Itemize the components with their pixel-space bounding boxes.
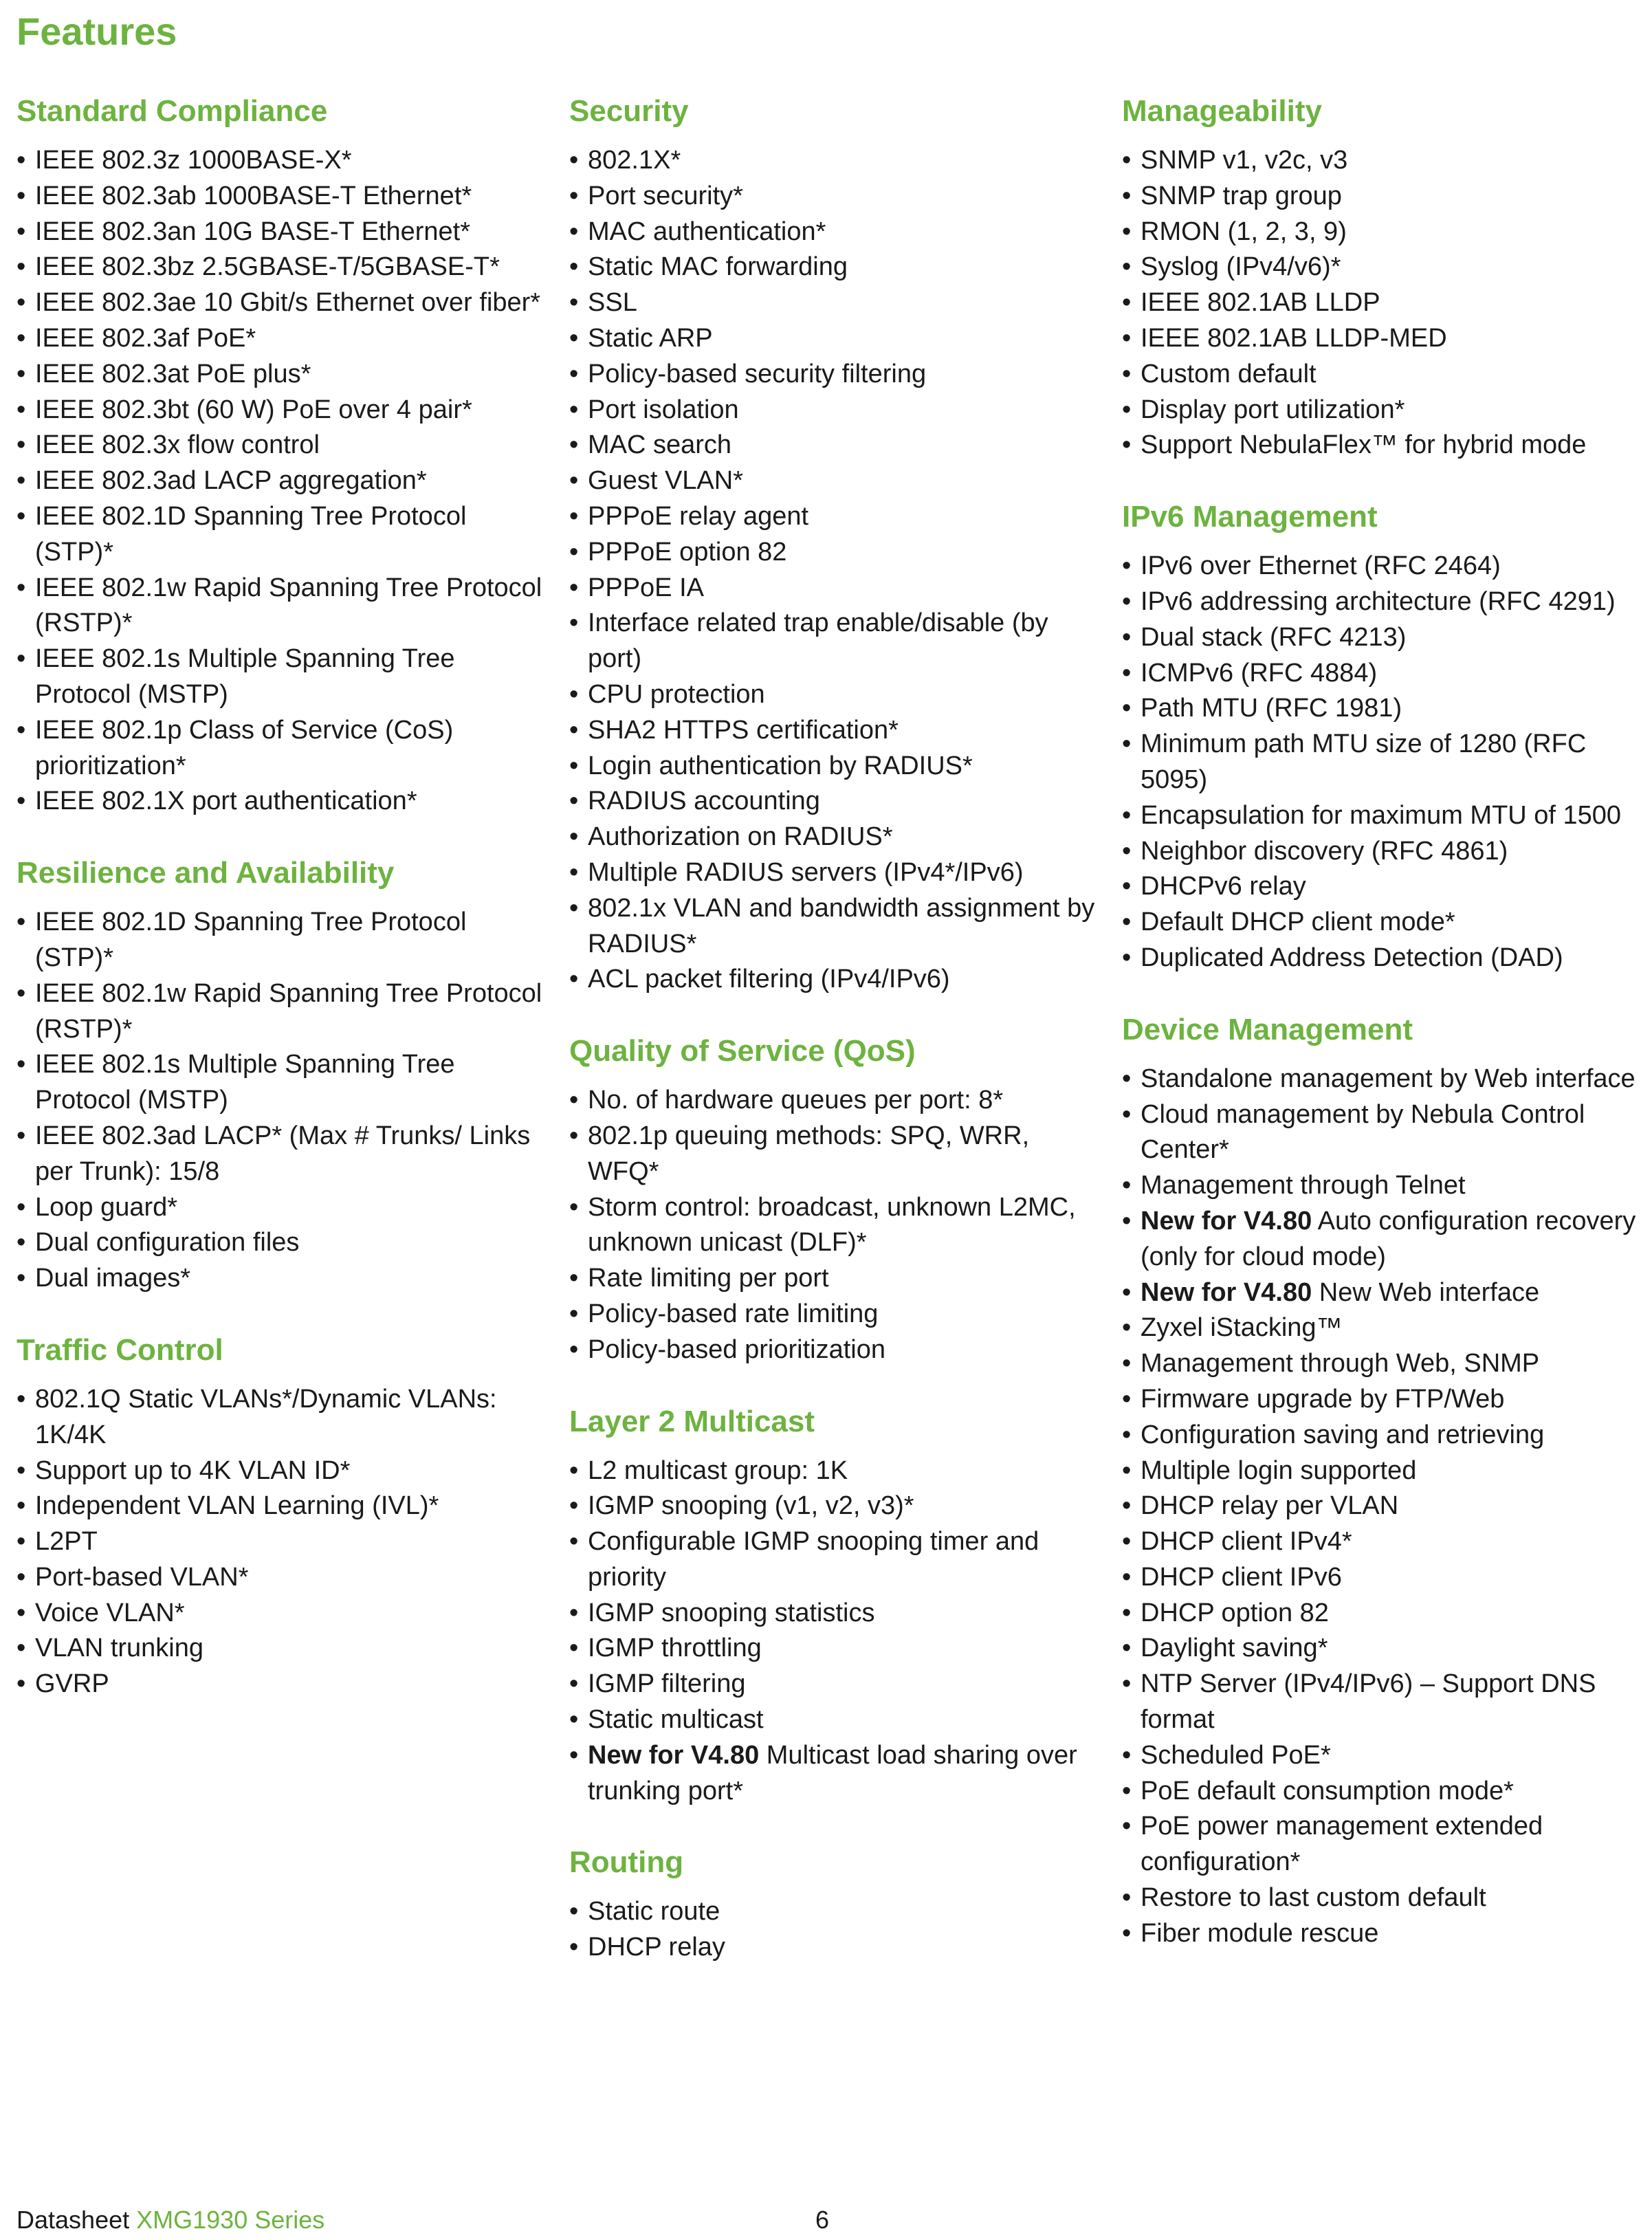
feature-item: • 802.1x VLAN and bandwidth assignment by RADIUS*: [569, 891, 1099, 963]
feature-item: • DHCP client IPv6: [1122, 1560, 1651, 1596]
feature-item: • Path MTU (RFC 1981): [1122, 691, 1651, 727]
feature-item: • Management through Telnet: [1122, 1168, 1651, 1204]
feature-item: • Duplicated Address Detection (DAD): [1122, 941, 1651, 976]
feature-item: • Minimum path MTU size of 1280 (RFC 5095): [1122, 727, 1651, 798]
feature-item: • IGMP throttling: [569, 1631, 1099, 1667]
footer: [16, 2204, 324, 2237]
feature-item: • Loop guard*: [16, 1190, 546, 1226]
feature-item: • PoE power management extended configuration*: [1122, 1809, 1651, 1880]
feature-list: [569, 1083, 1099, 1368]
feature-item: • IEEE 802.1D Spanning Tree Protocol (STP)*: [16, 499, 546, 571]
feature-item: • Support NebulaFlex™ for hybrid mode: [1122, 428, 1651, 463]
feature-item: • Policy-based security filtering: [569, 357, 1099, 393]
section-heading: IPv6 Management: [1122, 500, 1378, 534]
feature-item: • Syslog (IPv4/v6)*: [1122, 250, 1651, 285]
feature-item: • IEEE 802.1p Class of Service (CoS) prioritization*: [16, 713, 546, 784]
feature-item: • Dual configuration files: [16, 1225, 546, 1261]
feature-item: • IPv6 addressing architecture (RFC 4291): [1122, 584, 1651, 620]
section-ipv6-management: [1122, 492, 1651, 976]
feature-item: [569, 1738, 1099, 1810]
feature-item: • Standalone management by Web interface: [1122, 1062, 1651, 1097]
feature-item: • L2 multicast group: 1K: [569, 1453, 1099, 1489]
footer-doc-label: Datasheet: [16, 2206, 137, 2234]
feature-item: • Fiber module rescue: [1122, 1916, 1651, 1952]
new-version-highlight: New for V4.80: [1141, 1206, 1312, 1236]
feature-item: • Static MAC forwarding: [569, 250, 1099, 285]
feature-item: • IEEE 802.1X port authentication*: [16, 784, 546, 820]
feature-item: • Cloud management by Nebula Control Center*: [1122, 1097, 1651, 1169]
feature-item: • IEEE 802.3z 1000BASE-X*: [16, 143, 546, 179]
feature-item: • MAC authentication*: [569, 215, 1099, 250]
feature-item: • Encapsulation for maximum MTU of 1500: [1122, 798, 1651, 834]
section-resilience-and-availability: [16, 848, 546, 1297]
feature-item: • IEEE 802.1s Multiple Spanning Tree Protocol (MSTP): [16, 1047, 546, 1119]
section-layer-2-multicast: [569, 1397, 1099, 1810]
feature-item: • 802.1p queuing methods: SPQ, WRR, WFQ*: [569, 1119, 1099, 1190]
feature-item: • IEEE 802.1AB LLDP: [1122, 285, 1651, 321]
feature-list: [1122, 1062, 1651, 1952]
section-heading: Layer 2 Multicast: [569, 1404, 815, 1438]
feature-item: • Static multicast: [569, 1702, 1099, 1738]
feature-item: • Voice VLAN*: [16, 1596, 546, 1632]
feature-item: • GVRP: [16, 1667, 546, 1702]
feature-item-text: New Web interface: [1312, 1277, 1540, 1307]
feature-item: • Port isolation: [569, 393, 1099, 428]
feature-item: • Policy-based prioritization: [569, 1332, 1099, 1368]
section-security: [569, 87, 1099, 998]
feature-item: • Firmware upgrade by FTP/Web: [1122, 1382, 1651, 1418]
feature-item: • Zyxel iStacking™: [1122, 1310, 1651, 1346]
feature-item: • PPPoE option 82: [569, 535, 1099, 571]
feature-list: [1122, 549, 1651, 976]
feature-item: • ICMPv6 (RFC 4884): [1122, 656, 1651, 692]
feature-list: [1122, 143, 1651, 463]
feature-item: • IGMP snooping statistics: [569, 1596, 1099, 1632]
feature-item: • Multiple RADIUS servers (IPv4*/IPv6): [569, 855, 1099, 891]
feature-item: • Guest VLAN*: [569, 463, 1099, 499]
section-heading: Standard Compliance: [16, 94, 328, 128]
feature-item: • SNMP trap group: [1122, 179, 1651, 215]
feature-item: [1122, 1204, 1651, 1275]
feature-item: • Rate limiting per port: [569, 1261, 1099, 1297]
feature-item: • Interface related trap enable/disable (by port): [569, 606, 1099, 677]
feature-list: [16, 905, 546, 1297]
feature-item: • VLAN trunking: [16, 1631, 546, 1667]
feature-item-text: Auto configuration recovery (only for cloud mode): [1141, 1206, 1636, 1271]
feature-item: • SSL: [569, 285, 1099, 321]
feature-item: • IEEE 802.3at PoE plus*: [16, 357, 546, 393]
feature-item: • 802.1Q Static VLANs*/Dynamic VLANs: 1K/4K: [16, 1382, 546, 1453]
feature-item: • Static route: [569, 1894, 1099, 1930]
feature-list: [16, 1382, 546, 1702]
new-version-highlight: New for V4.80: [588, 1740, 760, 1770]
feature-item: • Independent VLAN Learning (IVL)*: [16, 1489, 546, 1524]
section-manageability: [1122, 87, 1651, 463]
section-heading: Resilience and Availability: [16, 856, 395, 890]
feature-item: • IEEE 802.3ae 10 Gbit/s Ethernet over fiber*: [16, 285, 546, 321]
feature-item: • Port-based VLAN*: [16, 1560, 546, 1596]
feature-item: • DHCP option 82: [1122, 1596, 1651, 1632]
section-traffic-control: [16, 1326, 546, 1702]
feature-item: • Daylight saving*: [1122, 1631, 1651, 1667]
feature-item: • SNMP v1, v2c, v3: [1122, 143, 1651, 179]
feature-item: • Authorization on RADIUS*: [569, 820, 1099, 855]
feature-item: • NTP Server (IPv4/IPv6) – Support DNS format: [1122, 1667, 1651, 1738]
feature-item: • DHCPv6 relay: [1122, 869, 1651, 905]
section-heading: Traffic Control: [16, 1332, 223, 1367]
feature-item: • IEEE 802.3ad LACP* (Max # Trunks/ Links per Trunk): 15/8: [16, 1119, 546, 1190]
section-heading: Device Management: [1122, 1012, 1413, 1046]
feature-item: • IEEE 802.3ab 1000BASE-T Ethernet*: [16, 179, 546, 215]
section-heading: Security: [569, 94, 689, 128]
feature-item: • PPPoE IA: [569, 571, 1099, 606]
section-routing: [569, 1838, 1099, 1966]
feature-item: • Custom default: [1122, 357, 1651, 393]
feature-item: • IGMP filtering: [569, 1667, 1099, 1702]
feature-item: • Port security*: [569, 179, 1099, 215]
feature-item: • IEEE 802.3af PoE*: [16, 321, 546, 357]
feature-item: • Display port utilization*: [1122, 393, 1651, 428]
feature-item-text: Multicast load sharing over trunking port*: [588, 1740, 1077, 1805]
feature-item: • Default DHCP client mode*: [1122, 905, 1651, 941]
feature-item: • Configuration saving and retrieving: [1122, 1418, 1651, 1453]
features-column-1: [16, 87, 546, 1731]
feature-item: • PPPoE relay agent: [569, 499, 1099, 535]
feature-item: • Storm control: broadcast, unknown L2MC, unknown unicast (DLF)*: [569, 1190, 1099, 1262]
feature-item: • IGMP snooping (v1, v2, v3)*: [569, 1489, 1099, 1524]
feature-item: • IEEE 802.1s Multiple Spanning Tree Protocol (MSTP): [16, 641, 546, 713]
new-version-highlight: New for V4.80: [1141, 1277, 1312, 1307]
feature-item: • IEEE 802.1w Rapid Spanning Tree Protocol (RSTP)*: [16, 976, 546, 1048]
feature-item: • RADIUS accounting: [569, 784, 1099, 820]
feature-list: [569, 1453, 1099, 1810]
feature-item: • SHA2 HTTPS certification*: [569, 713, 1099, 749]
feature-item: • RMON (1, 2, 3, 9): [1122, 215, 1651, 250]
feature-item: • IEEE 802.3x flow control: [16, 428, 546, 463]
section-standard-compliance: [16, 87, 546, 820]
feature-list: [569, 1894, 1099, 1966]
feature-item: • IEEE 802.3bz 2.5GBASE-T/5GBASE-T*: [16, 250, 546, 285]
feature-item: • Support up to 4K VLAN ID*: [16, 1453, 546, 1489]
feature-item: • Static ARP: [569, 321, 1099, 357]
feature-item: • IEEE 802.3ad LACP aggregation*: [16, 463, 546, 499]
features-column-3: [1122, 87, 1651, 1981]
feature-item: • Dual stack (RFC 4213): [1122, 620, 1651, 656]
footer-series-name: XMG1930 Series: [136, 2206, 325, 2234]
feature-item: • PoE default consumption mode*: [1122, 1774, 1651, 1810]
section-heading: Routing: [569, 1845, 684, 1880]
feature-item: • ACL packet filtering (IPv4/IPv6): [569, 962, 1099, 998]
feature-item: • IPv6 over Ethernet (RFC 2464): [1122, 549, 1651, 584]
feature-item: • Configurable IGMP snooping timer and priority: [569, 1524, 1099, 1596]
feature-item: • IEEE 802.3bt (60 W) PoE over 4 pair*: [16, 393, 546, 428]
feature-list: [569, 143, 1099, 998]
feature-item: • No. of hardware queues per port: 8*: [569, 1083, 1099, 1119]
feature-item: • Login authentication by RADIUS*: [569, 749, 1099, 784]
feature-item: • DHCP client IPv4*: [1122, 1524, 1651, 1560]
page-title: Features: [16, 10, 177, 53]
feature-item: • L2PT: [16, 1524, 546, 1560]
feature-item: • IEEE 802.1D Spanning Tree Protocol (STP)*: [16, 905, 546, 976]
features-column-2: [569, 87, 1099, 1995]
section-quality-of-service-qos: [569, 1026, 1099, 1368]
feature-item: • Management through Web, SNMP: [1122, 1346, 1651, 1382]
feature-item: • Neighbor discovery (RFC 4861): [1122, 834, 1651, 870]
feature-item: • DHCP relay: [569, 1930, 1099, 1966]
page-number: 6: [815, 2206, 830, 2234]
feature-item: • Restore to last custom default: [1122, 1880, 1651, 1916]
feature-item: • CPU protection: [569, 677, 1099, 713]
feature-item: • MAC search: [569, 428, 1099, 463]
feature-item: • Policy-based rate limiting: [569, 1297, 1099, 1332]
feature-item: • IEEE 802.1AB LLDP-MED: [1122, 321, 1651, 357]
section-heading: Quality of Service (QoS): [569, 1034, 916, 1068]
feature-item: • Dual images*: [16, 1261, 546, 1297]
feature-list: [16, 143, 546, 820]
section-device-management: [1122, 1005, 1651, 1952]
feature-item: • Scheduled PoE*: [1122, 1738, 1651, 1774]
feature-item: • Multiple login supported: [1122, 1453, 1651, 1489]
section-heading: Manageability: [1122, 94, 1322, 128]
feature-item: [1122, 1275, 1651, 1311]
feature-item: • DHCP relay per VLAN: [1122, 1489, 1651, 1524]
feature-item: • IEEE 802.1w Rapid Spanning Tree Protocol (RSTP)*: [16, 571, 546, 642]
feature-item: • IEEE 802.3an 10G BASE-T Ethernet*: [16, 215, 546, 250]
feature-item: • 802.1X*: [569, 143, 1099, 179]
